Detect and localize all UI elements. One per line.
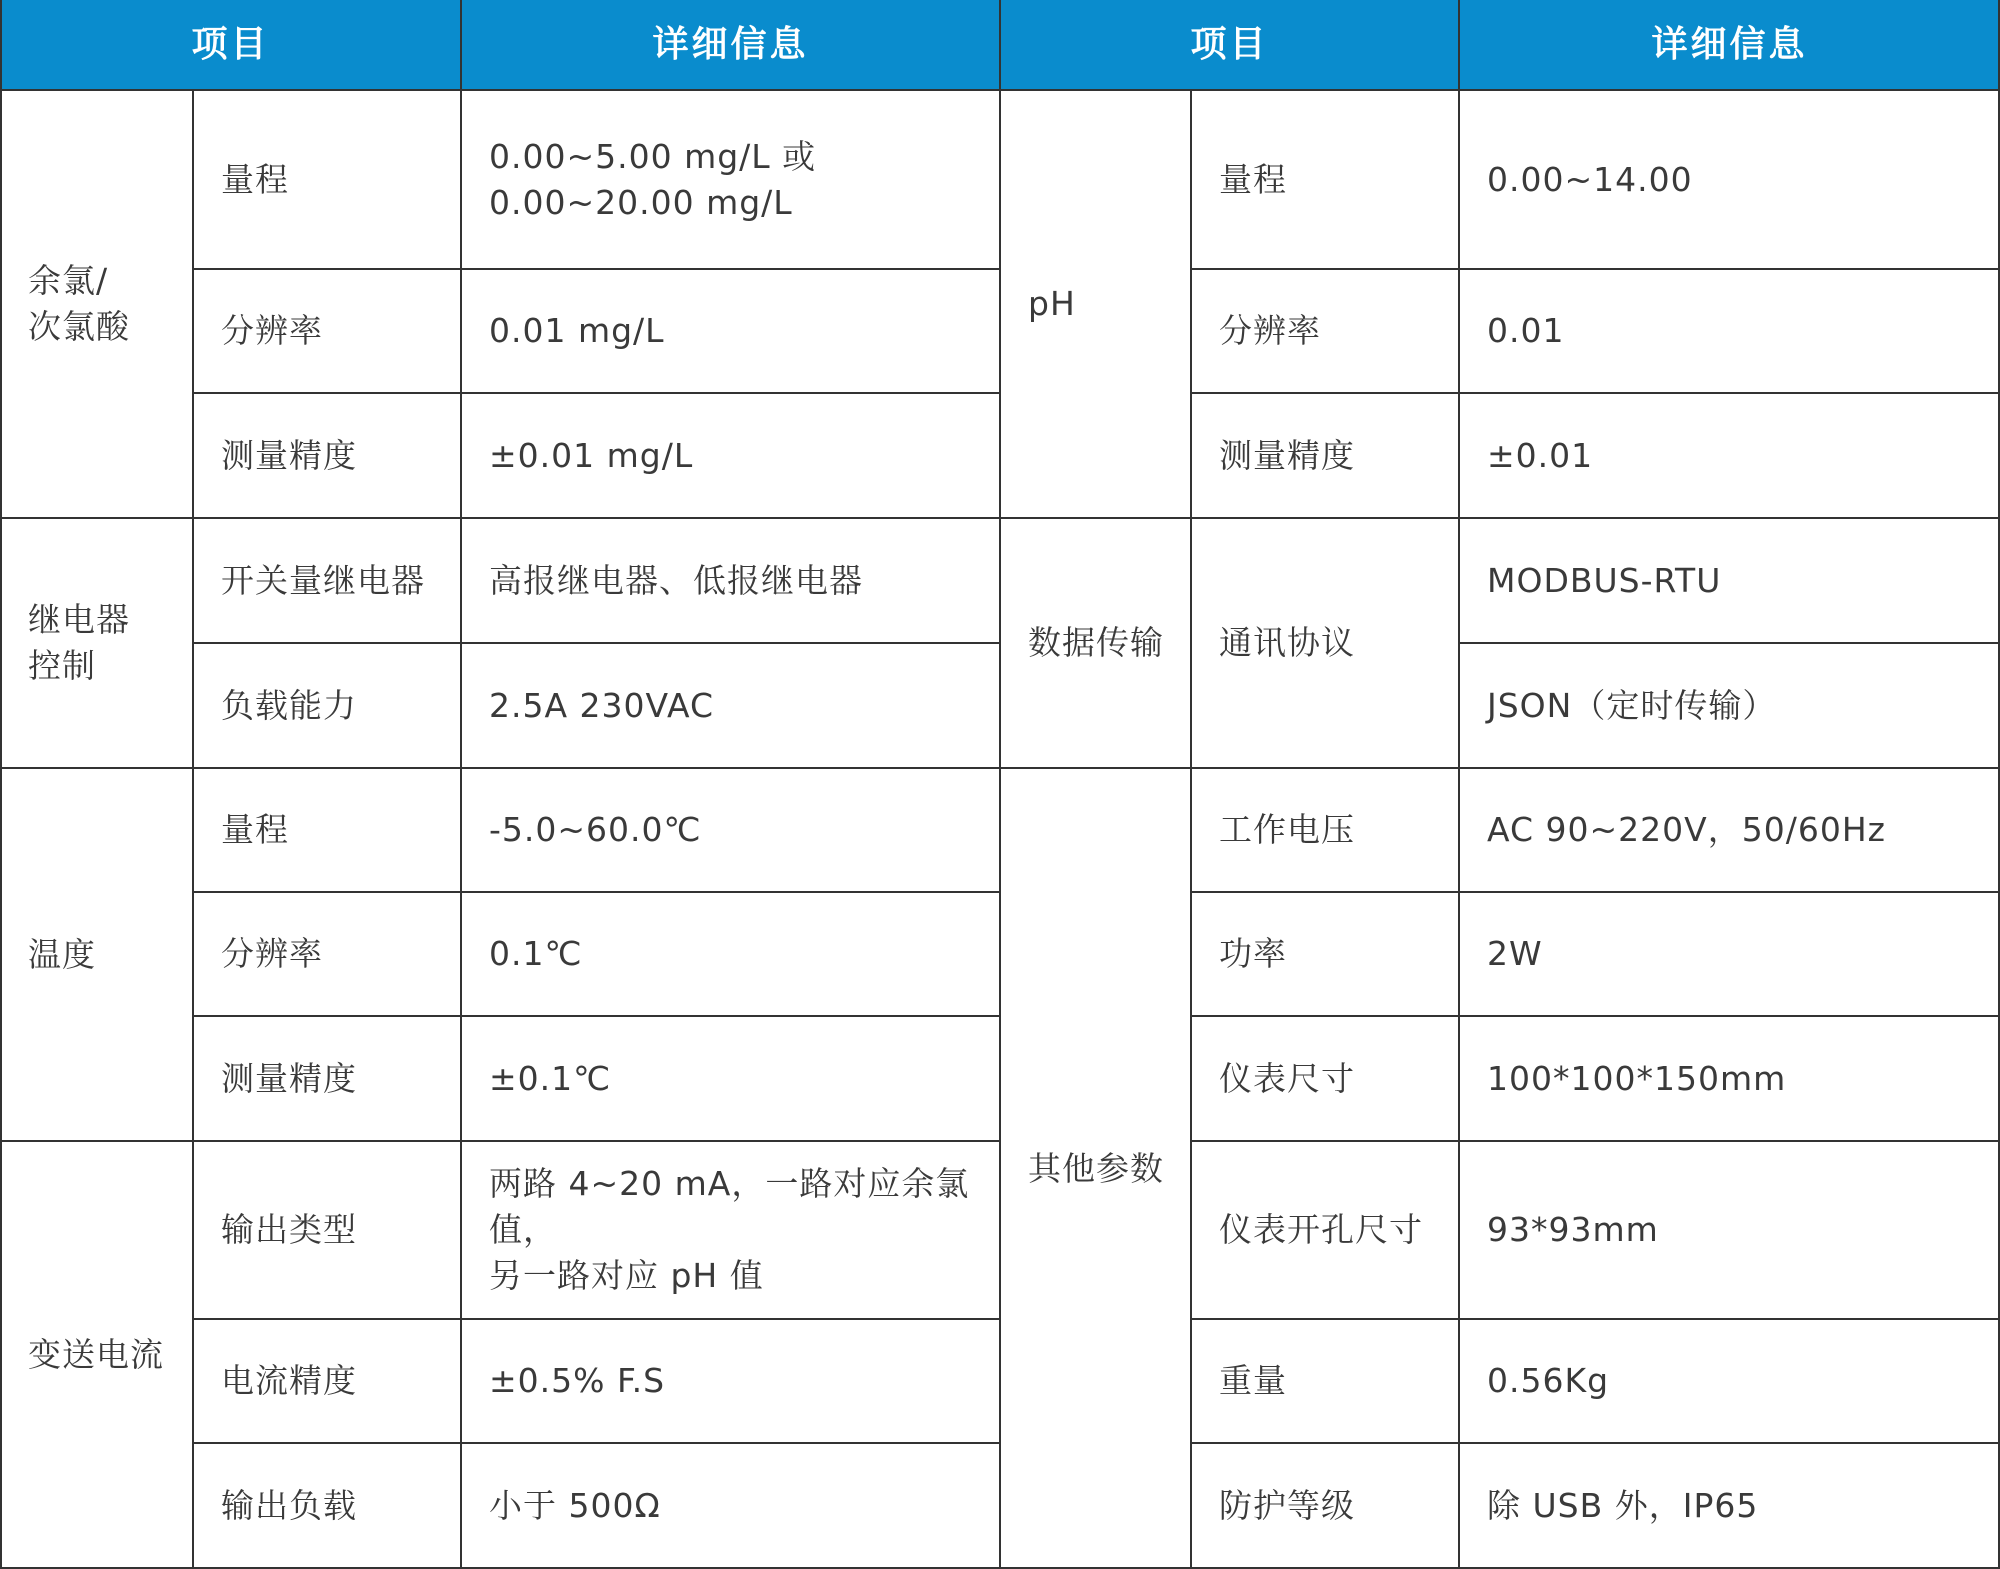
item-value: -5.0~60.0℃ <box>489 810 702 849</box>
item-name: 分辨率 <box>221 311 323 350</box>
grid-line <box>193 392 1000 394</box>
grid-line <box>1191 268 2000 270</box>
item-value: 2.5A 230VAC <box>489 685 715 725</box>
item-value: 0.01 <box>1487 311 1565 350</box>
item-name: 输出类型 <box>221 1210 357 1249</box>
item-name: 开关量继电器 <box>221 560 425 600</box>
item-name: 电流精度 <box>221 1361 357 1400</box>
group-label-other-params: 其他参数 <box>1028 1148 1164 1188</box>
item-name: 分辨率 <box>1219 311 1321 350</box>
item-value: 小于 500Ω <box>489 1486 661 1525</box>
grid-line <box>0 517 2000 519</box>
item-name: 重量 <box>1219 1361 1287 1400</box>
grid-line <box>193 891 1000 893</box>
header-detail-right: 详细信息 <box>1459 0 2000 90</box>
group-label-temperature: 温度 <box>28 934 96 974</box>
item-name: 测量精度 <box>221 1058 357 1098</box>
item-name: 通讯协议 <box>1219 623 1355 662</box>
item-name: 仪表尺寸 <box>1219 1058 1355 1098</box>
grid-line <box>1191 891 2000 893</box>
item-value: 0.00~5.00 mg/L 或 0.00~20.00 mg/L <box>489 136 817 222</box>
item-value: 0.1℃ <box>489 934 583 973</box>
grid-line <box>193 1015 1000 1017</box>
item-name: 仪表开孔尺寸 <box>1219 1210 1423 1249</box>
grid-line <box>192 90 194 1569</box>
item-name: 量程 <box>221 159 289 199</box>
item-value: 0.01 mg/L <box>489 311 665 350</box>
item-name: 工作电压 <box>1219 810 1355 849</box>
item-value: 2W <box>1487 934 1543 973</box>
grid-line <box>460 0 462 1569</box>
item-value: 高报继电器、低报继电器 <box>489 560 863 600</box>
item-name: 测量精度 <box>1219 435 1355 475</box>
item-value: 0.00~14.00 <box>1487 159 1693 199</box>
group-label-relay: 继电器 控制 <box>28 600 130 685</box>
grid-line <box>1459 642 2000 644</box>
item-name: 分辨率 <box>221 934 323 973</box>
item-value: ±0.1℃ <box>489 1058 612 1098</box>
item-name: 输出负载 <box>221 1486 357 1525</box>
grid-line <box>1191 1442 2000 1444</box>
group-label-current-output: 变送电流 <box>28 1335 164 1374</box>
item-value: 100*100*150mm <box>1487 1058 1787 1098</box>
grid-line <box>1191 392 2000 394</box>
item-name: 量程 <box>1219 159 1287 199</box>
item-value: 除 USB 外，IP65 <box>1487 1486 1759 1525</box>
header-item-right: 项目 <box>1000 0 1459 90</box>
item-name: 测量精度 <box>221 435 357 475</box>
item-value: ±0.5% F.S <box>489 1361 666 1400</box>
item-value: 两路 4~20 mA，一路对应余氯值， 另一路对应 pH 值 <box>489 1164 970 1295</box>
grid-line <box>0 1140 1000 1142</box>
group-label-chlorine: 余氯/ 次氯酸 <box>28 261 130 346</box>
item-name: 量程 <box>221 810 289 849</box>
item-value: ±0.01 <box>1487 435 1594 475</box>
group-label-ph: pH <box>1028 284 1076 323</box>
item-value: ±0.01 mg/L <box>489 435 694 475</box>
item-name: 负载能力 <box>221 685 357 725</box>
header-detail-left: 详细信息 <box>461 0 1000 90</box>
grid-line <box>1458 0 1460 1569</box>
item-name: 防护等级 <box>1219 1486 1355 1525</box>
header-item-left: 项目 <box>0 0 461 90</box>
item-value: 93*93mm <box>1487 1210 1659 1249</box>
item-value: 0.56Kg <box>1487 1361 1610 1400</box>
item-value: MODBUS-RTU <box>1487 560 1722 600</box>
item-value: JSON（定时传输） <box>1487 685 1777 725</box>
item-value: AC 90~220V，50/60Hz <box>1487 810 1886 849</box>
grid-line <box>193 268 1000 270</box>
grid-line <box>193 1442 1000 1444</box>
group-label-data-transfer: 数据传输 <box>1028 623 1164 662</box>
grid-line <box>0 0 2 1569</box>
grid-line <box>0 89 2000 91</box>
item-name: 功率 <box>1219 934 1287 973</box>
grid-line <box>1191 1015 2000 1017</box>
grid-line <box>1191 1318 2000 1320</box>
grid-line <box>1190 90 1192 1569</box>
grid-line <box>0 767 2000 769</box>
grid-line <box>193 642 1000 644</box>
grid-line <box>1191 1140 2000 1142</box>
grid-line <box>999 0 1001 1569</box>
grid-line <box>193 1318 1000 1320</box>
